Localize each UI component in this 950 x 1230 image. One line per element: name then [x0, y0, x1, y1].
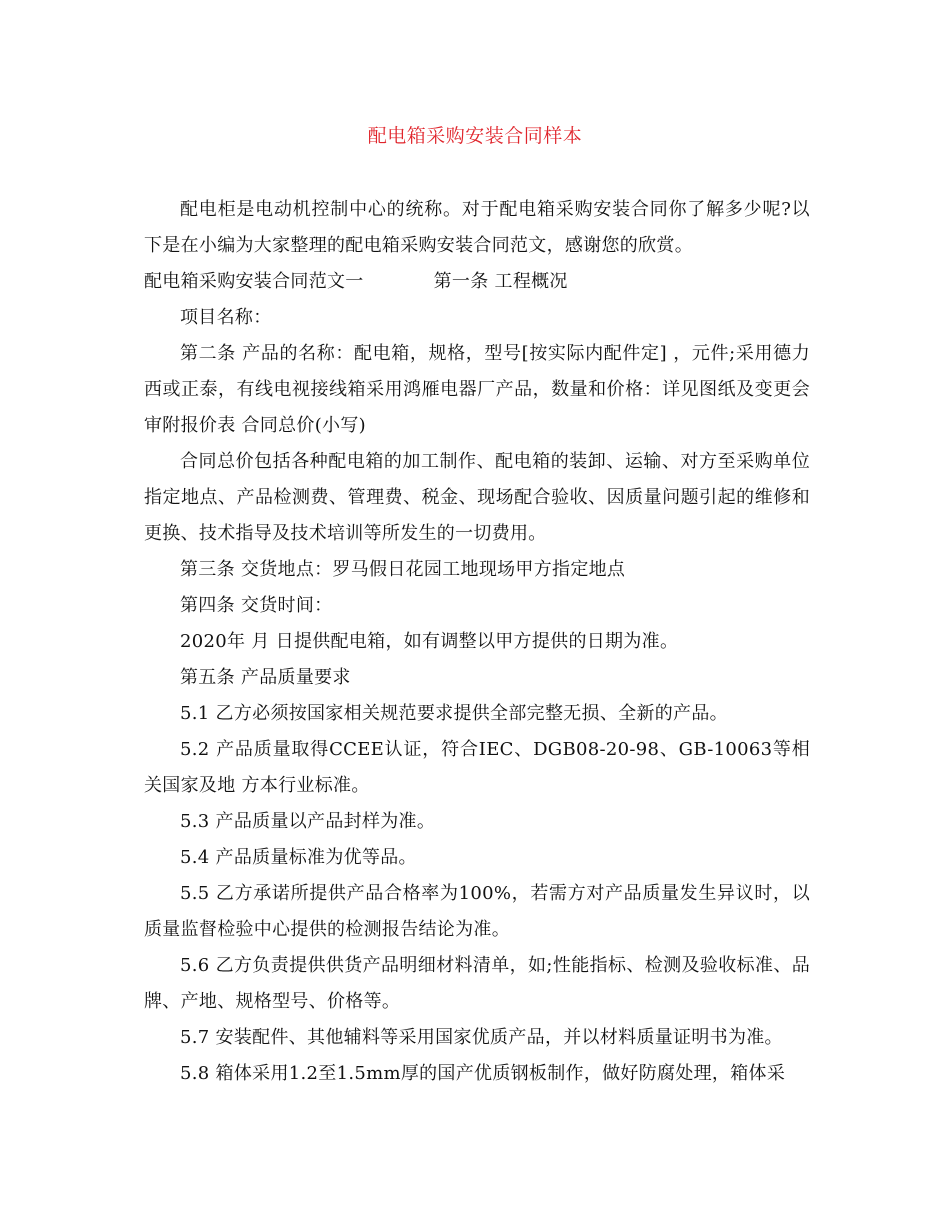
article-4: 第四条 交货时间： [180, 595, 333, 616]
article-1: 第一条 工程概况 [433, 271, 568, 292]
section-heading: 配电箱采购安装合同范文一 [144, 271, 364, 292]
article-2: 第二条 产品的名称：配电箱，规格，型号[按实际内配件定] ，元件;采用德力西或正泰，有线电视接线箱采用鸿雁电器厂产品，数量和价格：详见图纸及变更会审附报价表 合同总价(小写) [144, 343, 810, 436]
project-name: 项目名称： [180, 307, 272, 328]
article-5: 第五条 产品质量要求 [180, 667, 351, 688]
section-heading-line [144, 264, 810, 300]
document-body [144, 192, 810, 1092]
document-title: 配电箱采购安装合同样本 [367, 125, 583, 147]
quality-item-5-7: 5.7 安装配件、其他辅料等采用国家优质产品，并以材料质量证明书为准。 [180, 1027, 783, 1048]
quality-item-5-6: 5.6 乙方负责提供供货产品明细材料清单，如;性能指标、检测及验收标准、品牌、产地、规格型号、价格等。 [144, 955, 810, 1012]
quality-item-5-5: 5.5 乙方承诺所提供产品合格率为100%，若需方对产品质量发生异议时，以质量监督检验中心提供的检测报告结论为准。 [144, 883, 810, 940]
quality-item-5-3: 5.3 产品质量以产品封样为准。 [180, 811, 436, 832]
quality-item-5-4: 5.4 产品质量标准为优等品。 [180, 847, 417, 868]
delivery-date: 2020年 月 日提供配电箱，如有调整以甲方提供的日期为准。 [180, 631, 679, 652]
intro-paragraph: 配电柜是电动机控制中心的统称。对于配电箱采购安装合同你了解多少呢?以下是在小编为大家整理的配电箱采购安装合同范文，感谢您的欣赏。 [144, 199, 810, 256]
quality-item-5-2: 5.2 产品质量取得CCEE认证，符合IEC、DGB08-20-98、GB-10063等相关国家及地 方本行业标准。 [144, 739, 810, 796]
quality-item-5-1: 5.1 乙方必须按国家相关规范要求提供全部完整无损、全新的产品。 [180, 703, 728, 724]
quality-item-5-8: 5.8 箱体采用1.2至1.5mm厚的国产优质钢板制作，做好防腐处理，箱体采 [180, 1063, 786, 1084]
article-3: 第三条 交货地点：罗马假日花园工地现场甲方指定地点 [180, 559, 626, 580]
price-scope: 合同总价包括各种配电箱的加工制作、配电箱的装卸、运输、对方至采购单位指定地点、产品检测费、管理费、税金、现场配合验收、因质量问题引起的维修和更换、技术指导及技术培训等所发生的一切费用。 [144, 451, 810, 544]
